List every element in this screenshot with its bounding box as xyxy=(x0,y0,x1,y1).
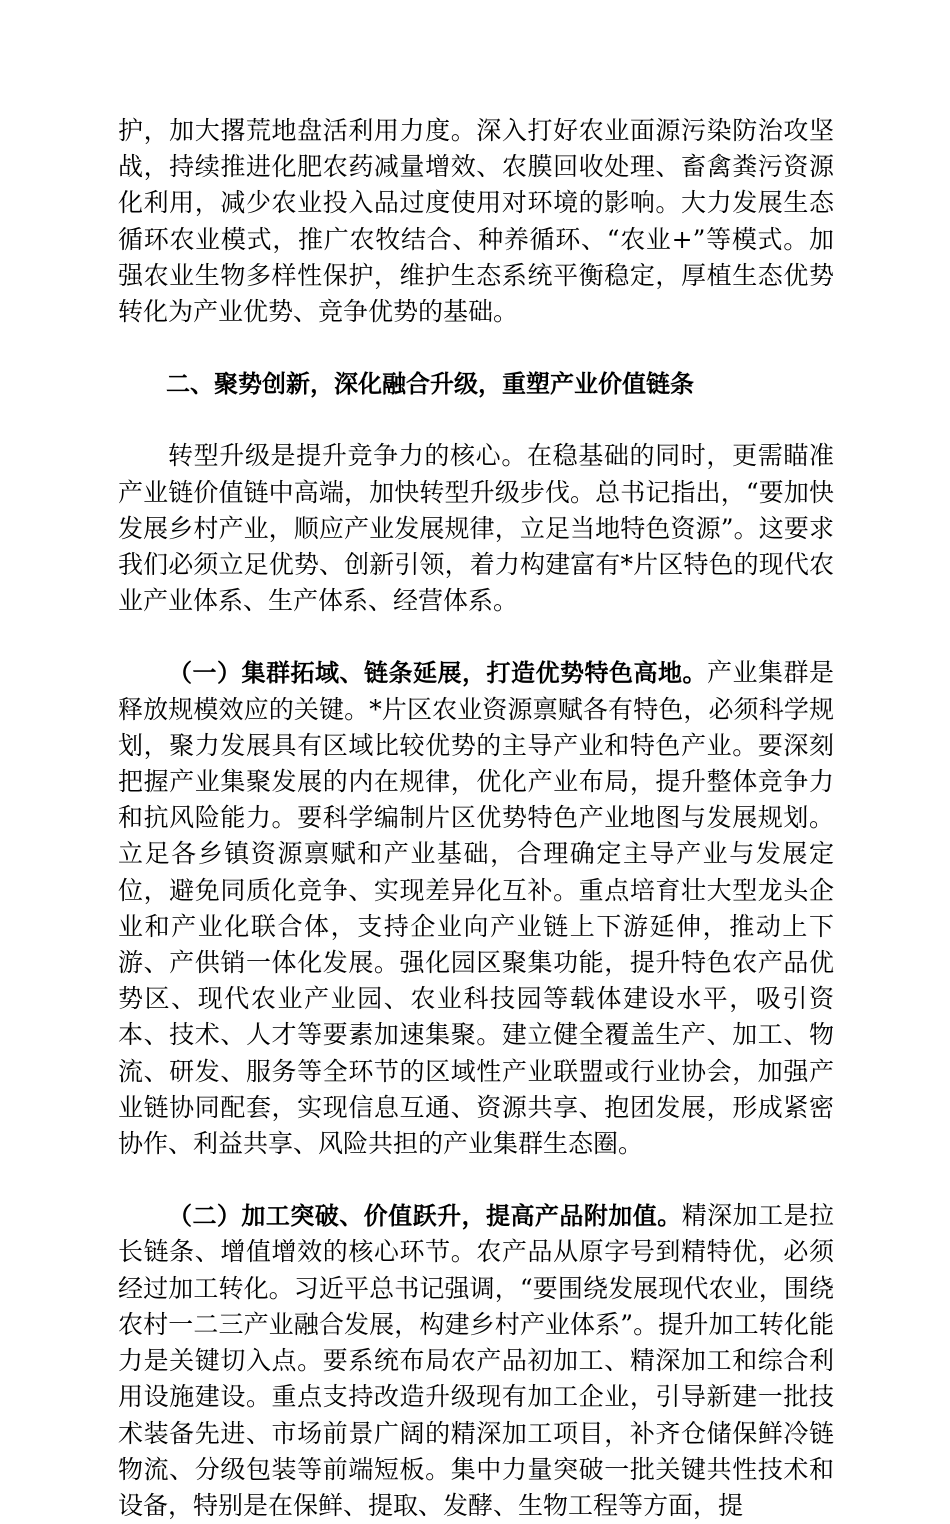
subsection-1-body: 产业集群是释放规模效应的关键。*片区农业资源禀赋各有特色，必须科学规划，聚力发展具有区域比较优势的主导产业和特色产业。要深刻把握产业集聚发展的内在规律，优化产业布局，提升整体竞争力和抗风险能力。要科学编制片区优势特色产业地图与发展规划。立足各乡镇资源禀赋和产业基础，合理确定主导产业与发展定位，避免同质化竞争、实现差异化互补。重点培育壮大型龙头企业和产业化联合体，支持企业向产业链上下游延伸，推动上下游、产供销一体化发展。强化园区聚集功能，提升特色农产品优势区、现代农业产业园、农业科技园等载体建设水平，吸引资本、技术、人才等要素加速集聚。建立健全覆盖生产、加工、物流、研发、服务等全环节的区域性产业联盟或行业协会，加强产业链协同配套，实现信息互通、资源共享、抱团发展，形成紧密协作、利益共享、风险共担的产业集群生态圈。 xyxy=(118,658,834,1159)
section-intro-paragraph: 转型升级是提升竞争力的核心。在稳基础的同时，更需瞄准产业链价值链中高端，加快转型升级步伐。总书记指出，“要加快发展乡村产业，顺应产业发展规律，立足当地特色资源”。这要求我们必须立足优势、创新引领，着力构建富有*片区特色的现代农业产业体系、生产体系、经营体系。 xyxy=(118,441,834,616)
subsection-2-paragraph xyxy=(118,1198,834,1524)
subsection-2-title: （二）加工突破、价值跃升，提高产品附加值。 xyxy=(168,1202,682,1231)
subsection-1-title: （一）集群拓域、链条延展，打造优势特色高地。 xyxy=(168,659,707,688)
subsection-2-body: 精深加工是拉长链条、增值增效的核心环节。农产品从原字号到精特优，必须经过加工转化。习近平总书记强调，“要围绕发展现代农业，围绕农村一二三产业融合发展，构建乡村产业体系”。提升加工转化能力是关键切入点。要系统布局农产品初加工、精深加工和综合利用设施建设。重点支持改造升级现有加工企业，引导新建一批技术装备先进、市场前景广阔的精深加工项目，补齐仓储保鲜冷链物流、分级包装等前端短板。集中力量突破一批关键共性技术和设备，特别是在保鲜、提取、发酵、生物工程等方面，提 xyxy=(118,1201,834,1520)
section-heading: 二、聚势创新，深化融合升级，重塑产业价值链条 xyxy=(166,370,694,399)
intro-paragraph: 护，加大撂荒地盘活利用力度。深入打好农业面源污染防治攻坚战，持续推进化肥农药减量增效、农膜回收处理、畜禽粪污资源化利用，减少农业投入品过度使用对环境的影响。大力发展生态循环农业模式，推广农牧结合、种养循环、“农业+”等模式。加强农业生物多样性保护，维护生态系统平衡稳定，厚植生态优势转化为产业优势、竞争优势的基础。 xyxy=(118,116,834,327)
document-page xyxy=(118,113,834,1524)
subsection-1-paragraph xyxy=(118,655,834,1162)
